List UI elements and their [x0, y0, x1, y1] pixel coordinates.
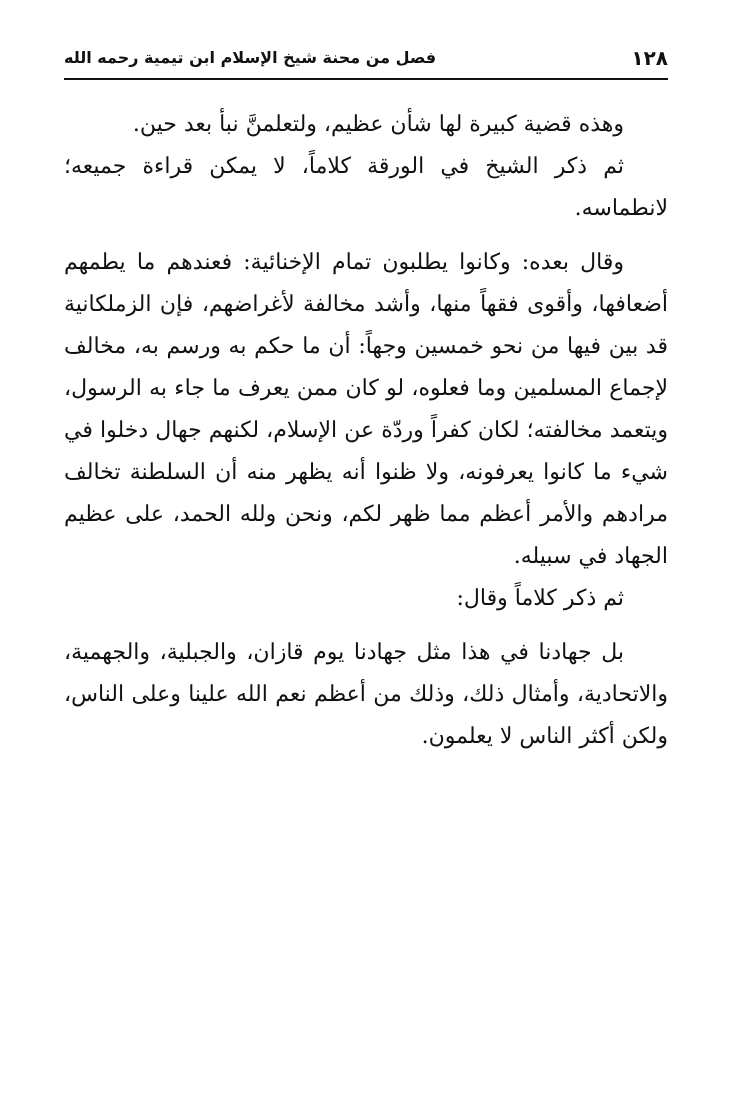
paragraph-3: وقال بعده: وكانوا يطلبون تمام الإخنائية: فعندهم ما يطمهم أضعافها، وأقوى فقهاً منها، وأشد مخالفة لأغراضهم، فإن الزملكانية قد بين فيها من نحو خمسين وجهاً: أن ما حكم به ورسم به، مخالف لإجماع المسلمين وما فعلوه، لو كان ممن يعرف ما جاء به الرسول، ويتعمد مخالفته؛ لكان كفراً وردّة عن الإسلام، لكنهم جهال دخلوا في شيء ما كانوا يعرفونه، ولا ظنوا أنه يظهر منه أن السلطنة تخالف مرادهم والأمر أعظم مما ظهر لكم، ونحن ولله الحمد، على عظيم الجهاد في سبيله.: [64, 250, 668, 569]
paragraph-1: وهذه قضية كبيرة لها شأن عظيم، ولتعلمنَّ نبأ بعد حين.: [132, 112, 624, 137]
page-number: ١٢٨: [631, 46, 668, 70]
body-text: [64, 104, 668, 758]
running-title: فصل من محنة شيخ الإسلام ابن تيمية رحمه الله: [64, 48, 437, 67]
paragraph-2: ثم ذكر الشيخ في الورقة كلاماً، لا يمكن قراءة جميعه؛ لانطماسه.: [64, 154, 668, 221]
page-header: [64, 44, 668, 80]
paragraph-5: بل جهادنا في هذا مثل جهادنا يوم قازان، والجبلية، والجهمية، والاتحادية، وأمثال ذلك، وذلك من أعظم نعم الله علينا وعلى الناس، ولكن أكثر الناس لا يعلمون.: [64, 640, 668, 749]
paragraph-4: ثم ذكر كلاماً وقال:: [456, 586, 624, 611]
